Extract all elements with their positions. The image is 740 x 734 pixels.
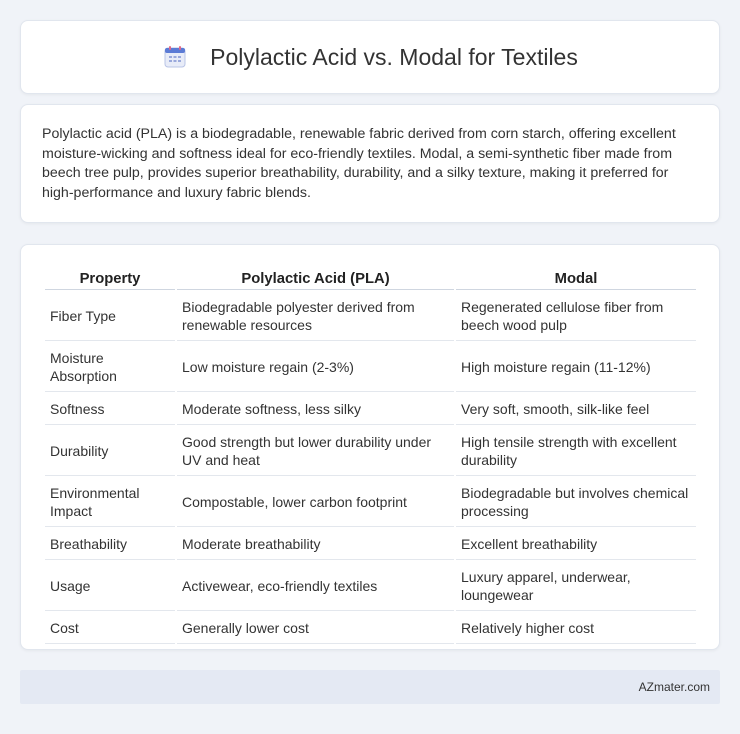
comparison-table [43, 265, 698, 646]
cell-modal: Excellent breathability [456, 529, 696, 560]
cell-pla: Biodegradable polyester derived from renewable resources [177, 292, 454, 341]
cell-property: Breathability [45, 529, 175, 560]
cell-property: Moisture Absorption [45, 343, 175, 392]
cell-modal: Relatively higher cost [456, 613, 696, 644]
table-row [45, 343, 696, 392]
footer-site-link[interactable]: AZmater.com [638, 680, 710, 694]
cell-property: Softness [45, 394, 175, 425]
cell-modal: High tensile strength with excellent durability [456, 427, 696, 476]
cell-property: Usage [45, 562, 175, 611]
cell-pla: Moderate softness, less silky [177, 394, 454, 425]
intro-card [20, 104, 720, 223]
table-row [45, 478, 696, 527]
title-card [20, 20, 720, 94]
cell-pla: Low moisture regain (2-3%) [177, 343, 454, 392]
table-row [45, 427, 696, 476]
cell-property: Cost [45, 613, 175, 644]
header-property: Property [45, 267, 175, 290]
comparison-card [20, 244, 720, 650]
cell-pla: Generally lower cost [177, 613, 454, 644]
cell-pla: Compostable, lower carbon footprint [177, 478, 454, 527]
cell-modal: Luxury apparel, underwear, loungewear [456, 562, 696, 611]
page-title: Polylactic Acid vs. Modal for Textiles [210, 43, 578, 70]
header-pla: Polylactic Acid (PLA) [177, 267, 454, 290]
cell-modal: Regenerated cellulose fiber from beech wood pulp [456, 292, 696, 341]
table-header-row [45, 267, 696, 290]
cell-pla: Moderate breathability [177, 529, 454, 560]
cell-pla: Activewear, eco-friendly textiles [177, 562, 454, 611]
intro-text: Polylactic acid (PLA) is a biodegradable, renewable fabric derived from corn starch, offering excellent moisture-wicking and softness ideal for eco-friendly textiles. Modal, a semi-synthetic fiber made from beech tree pulp, provides superior breathability, durability, and a silky texture, making it preferred for high-performance and luxury fabric blends. [42, 126, 676, 201]
footer [20, 670, 720, 704]
cell-property: Fiber Type [45, 292, 175, 341]
cell-pla: Good strength but lower durability under UV and heat [177, 427, 454, 476]
table-row [45, 394, 696, 425]
table-row [45, 562, 696, 611]
table-row [45, 292, 696, 341]
header-modal: Modal [456, 267, 696, 290]
cell-modal: Biodegradable but involves chemical processing [456, 478, 696, 527]
cell-modal: Very soft, smooth, silk-like feel [456, 394, 696, 425]
cell-property: Durability [45, 427, 175, 476]
table-row [45, 613, 696, 644]
table-row [45, 529, 696, 560]
cell-property: Environmental Impact [45, 478, 175, 527]
cell-modal: High moisture regain (11-12%) [456, 343, 696, 392]
calendar-icon [162, 44, 188, 70]
